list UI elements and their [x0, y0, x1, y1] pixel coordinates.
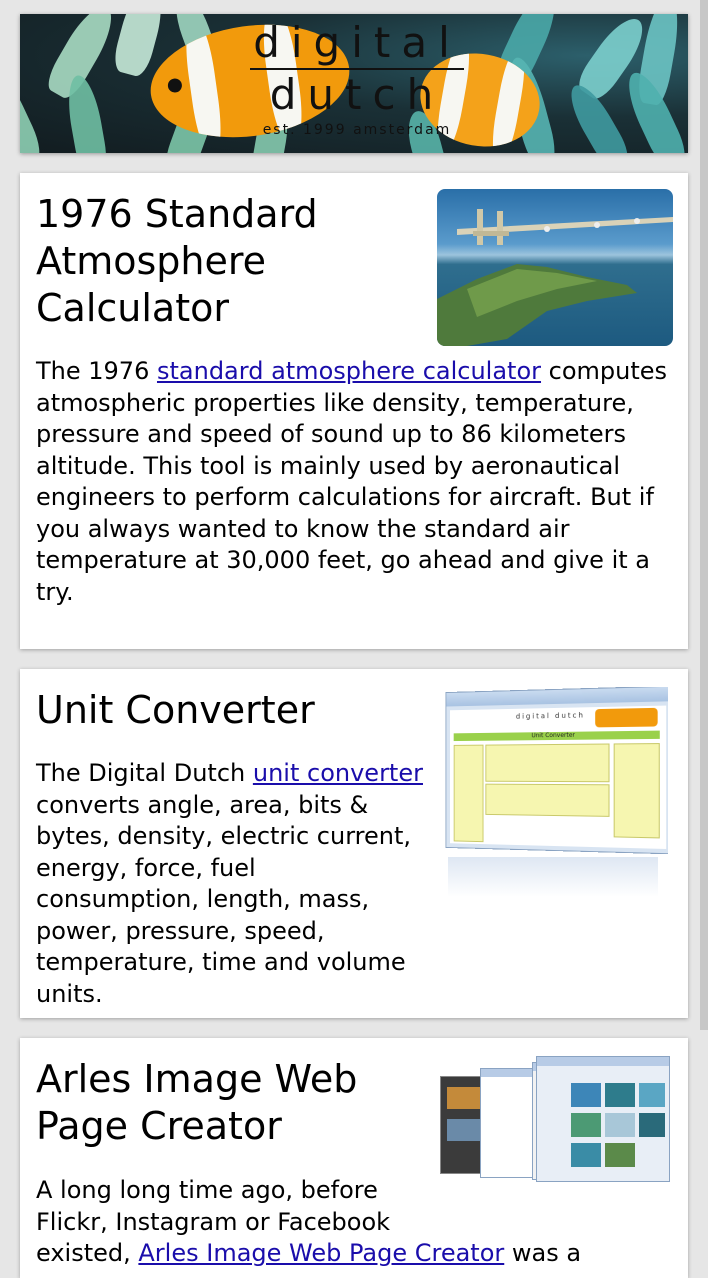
card-description [36, 1175, 676, 1270]
card-title: Arles Image Web Page Creator [36, 1057, 358, 1148]
card-text: computes atmospheric properties like density, temperature, pressure and speed of sound up to 86 kilometers altitude. This tool is mainly used by aeronautical engineers to perform calculations for aircraft. But if you always wanted to know the standard air temperature at 30,000 feet, go ahead and give it a try. [36, 357, 668, 606]
atmosphere-calculator-card [20, 173, 688, 649]
logo-tagline: est. 1999 amsterdam [262, 122, 452, 138]
arles-image-card [20, 1038, 688, 1278]
card-text: The Digital Dutch [36, 759, 253, 787]
screenshot-logo: digital dutch [515, 711, 585, 721]
site-header-banner[interactable] [20, 14, 688, 153]
image-float-spacer [424, 1175, 676, 1225]
card-description [36, 356, 676, 608]
unit-converter-link[interactable]: unit converter [252, 759, 423, 787]
solar-airplane-illustration [437, 189, 673, 346]
arles-image-web-page-creator-link[interactable]: Arles Image Web Page Creator [138, 1239, 505, 1267]
site-logo[interactable] [242, 18, 472, 138]
card-text: converts angle, area, bits & bytes, density, electric current, energy, force, fuel consumption, length, mass, power, pressure, speed, temperature, time and volume units. [36, 790, 411, 1008]
card-text: A long long time ago, before Flickr, Instagram or Facebook existed, [36, 1176, 391, 1267]
logo-word-dutch: dutch [269, 70, 445, 119]
page-scrollbar[interactable] [700, 0, 708, 1030]
screenshot-title-bar: Unit Converter [454, 731, 660, 741]
card-title: Unit Converter [36, 688, 315, 732]
card-text: was a [504, 1239, 582, 1267]
card-title: 1976 Standard Atmosphere Calculator [36, 192, 318, 330]
solar-airplane-image[interactable] [437, 189, 673, 346]
logo-word-digital: digital [253, 18, 461, 67]
card-description [36, 758, 676, 1010]
standard-atmosphere-calculator-link[interactable]: standard atmosphere calculator [156, 357, 542, 385]
unit-converter-card [20, 669, 688, 1018]
image-float-spacer [424, 758, 676, 958]
card-text: The 1976 [36, 357, 157, 385]
